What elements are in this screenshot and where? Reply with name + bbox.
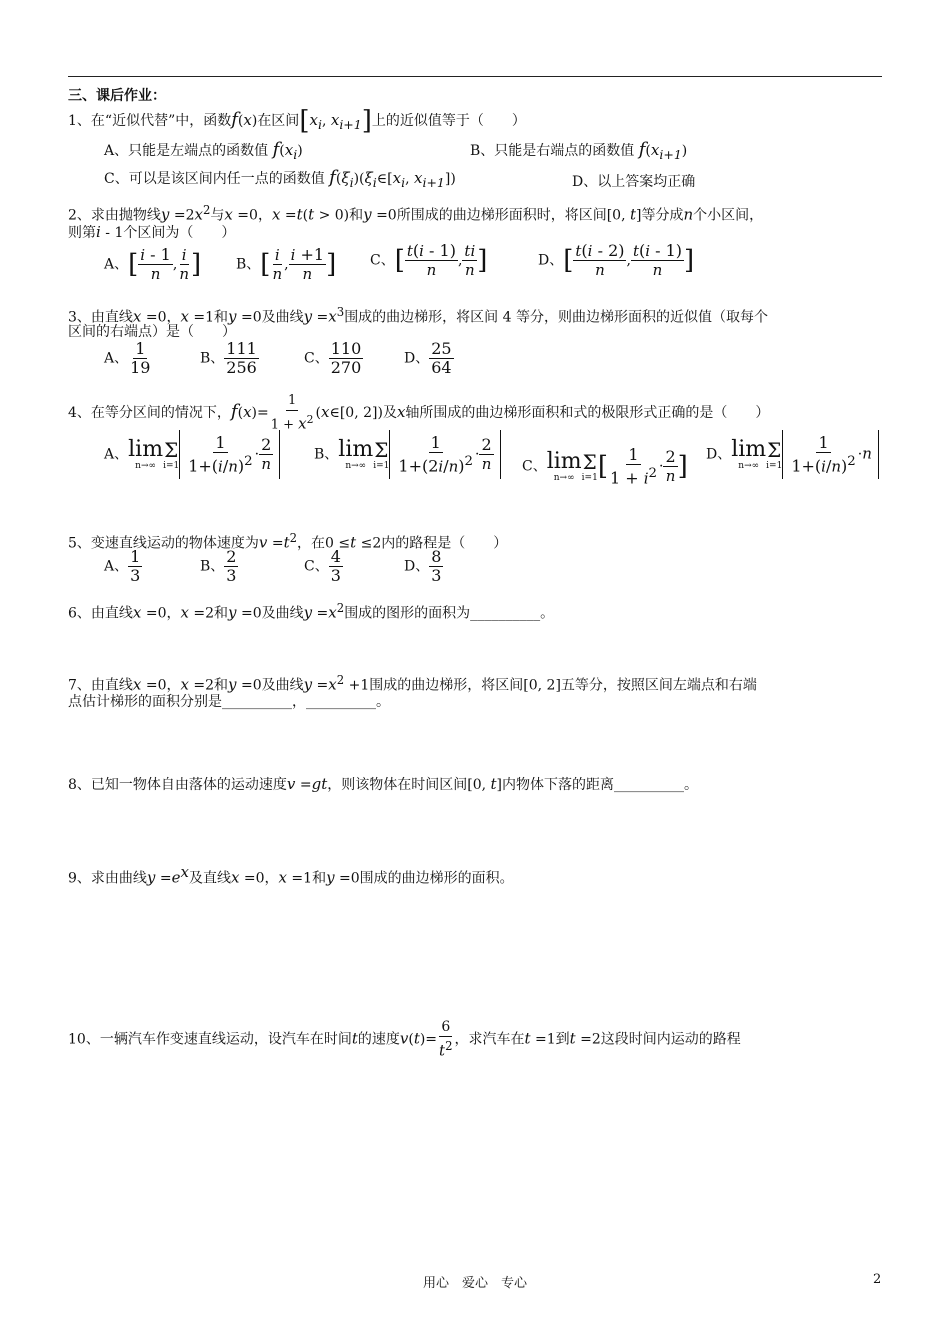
q2-option-b: B、[ $\frac{i}{n}$ , $\frac{i +1}{n}$ ] <box>236 245 337 283</box>
q1-option-c: C、可以是该区间内任一点的函数值 $f(\xi_i)(\xi_i\in[x_i$, $x_{i+1}$]) <box>104 167 456 190</box>
page-number: 2 <box>873 1272 882 1287</box>
q2-option-d: D、[ $\frac{t(i - 2)}{n}$ , $\frac{t(i - 1)}{n}$ ] <box>538 241 695 279</box>
q7-stem-line2: 点估计梯形的面积分别是__________，__________。 <box>68 694 390 710</box>
q5-option-b: B、 $\frac{2}{3}$ <box>200 547 237 585</box>
q3-option-d: D、 $\frac{25}{64}$ <box>404 339 452 377</box>
q4-option-a: A、lim n→∞ Σ i=1 $\frac{1}{1+(i/n)^2}$ · $\frac{2}{n}$ <box>104 430 280 479</box>
q4-option-d: D、lim n→∞ Σ i=1 $\frac{1}{1+(i/n)^2}$ ·n <box>706 430 879 479</box>
section-title: 三、课后作业： <box>68 88 166 104</box>
q3-option-c: C、 $\frac{110}{270}$ <box>304 339 362 377</box>
q4-option-c: C、lim n→∞ Σ i=1 [ $\frac{1}{1 + i^2}$ · $\frac{2}{n}$ ] <box>522 445 688 488</box>
q5-option-a: A、 $\frac{1}{3}$ <box>104 547 141 585</box>
q7-stem-line1: 7、由直线x =0，x =2和y =0及曲线$y =x^2 +1$围成的曲边梯形，将区间[0, 2]五等分，按照区间左端点和右端 <box>68 673 757 694</box>
q1-option-a: A、只能是左端点的函数值 $f(x_i)$ <box>104 139 303 162</box>
q5-option-c: C、 $\frac{4}{3}$ <box>304 547 341 585</box>
q1-option-b: B、只能是右端点的函数值 $f(x_{i+1})$ <box>470 139 688 162</box>
q1-stem: 1、在“近似代替”中，函数f(x)在区间[$x_i$, $x_{i+1}$]上的近似值等于（ ） <box>68 106 526 136</box>
q1-option-d: D、以上答案均正确 <box>572 174 696 190</box>
q3-stem-line1: 3、由直线x =0，x =1和y =0及曲线$y =x^3$围成的曲边梯形，将区间 4 等分，则曲边梯形面积的近似值（取每个 <box>68 305 768 326</box>
q2-option-a: A、[ $\frac{i - 1}{n}$ , $\frac{i}{n}$ ] <box>104 245 202 283</box>
q9-stem: 9、求由曲线$y =e^x$及直线x =0，x =1和y =0围成的曲边梯形的面积。 <box>68 863 514 887</box>
page-footer: 用心 爱心 专心 <box>422 1276 527 1291</box>
q3-option-b: B、 $\frac{111}{256}$ <box>200 339 257 377</box>
q4-option-b: B、lim n→∞ Σ i=1 $\frac{1}{1+(2i/n)^2}$ · $\frac{2}{n}$ <box>314 430 501 479</box>
q3-stem-line2: 区间的右端点）是（ ） <box>68 324 236 340</box>
q2-option-c: C、[ $\frac{t(i - 1)}{n}$ , $\frac{ti}{n}$ ] <box>370 241 488 279</box>
q2-stem-line2: 则第i - 1个区间为（ ） <box>68 223 236 241</box>
q5-option-d: D、 $\frac{8}{3}$ <box>404 547 442 585</box>
q6-stem: 6、由直线x =0，x =2和y =0及曲线$y =x^2$围成的图形的面积为__________。 <box>68 601 555 622</box>
q4-stem: 4、在等分区间的情况下，f(x)= $\frac{1}{1 + x^2}$ (x∈[0, 2])及x轴所围成的曲边梯形面积和式的极限形式正确的是（ ） <box>68 393 770 433</box>
q10-stem: 10、一辆汽车作变速直线运动，设汽车在时间t的速度v(t)= $\frac{6}{t^2}$ ，求汽车在t =1到t =2这段时间内运动的路程 <box>68 1019 741 1060</box>
q3-option-a: A、 $\frac{1}{19}$ <box>104 339 151 377</box>
q5-stem: 5、变速直线运动的物体速度为$v =t^2$，在0 ≤t ≤2内的路程是（ ） <box>68 531 508 552</box>
q8-stem: 8、已知一物体自由落体的运动速度v =gt，则该物体在时间区间[0, t]内物体下落的距离__________。 <box>68 775 699 793</box>
top-rule <box>68 76 882 77</box>
q2-stem-line1: 2、求由抛物线$y =2x^2$与x =0，x =t(t > 0)和y =0所围成的曲边梯形面积时，将区间[0, t]等分成n个小区间， <box>68 203 764 224</box>
